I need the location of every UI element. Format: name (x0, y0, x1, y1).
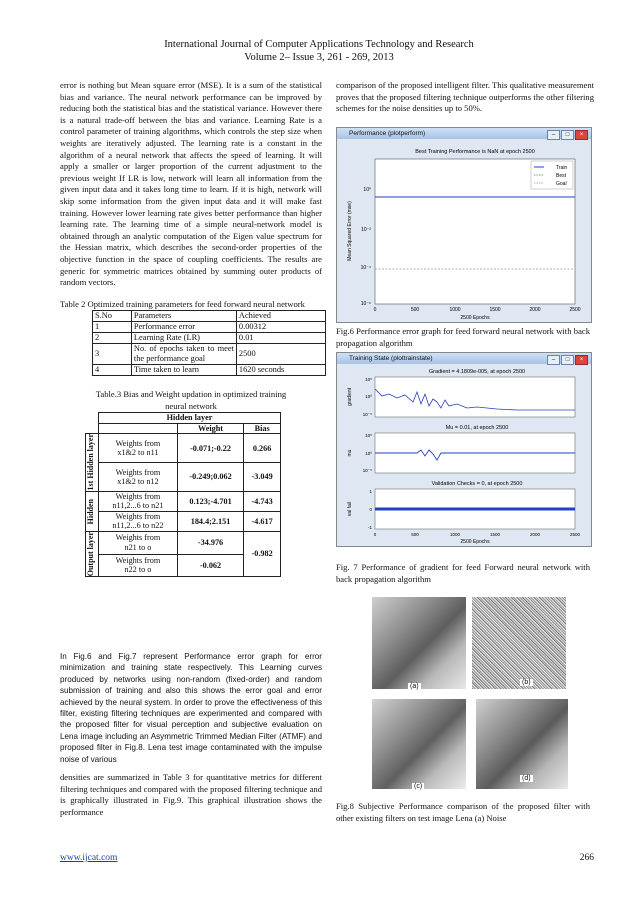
table3-col-weight: Weight (177, 423, 243, 434)
table-header-cell: Achieved (236, 311, 325, 322)
table-cell: Weights from (115, 511, 161, 521)
table-cell: -3.049 (244, 463, 281, 492)
legend-label: Best (556, 173, 567, 179)
table-cell: -4.743 (244, 491, 281, 511)
table-cell: 4 (93, 365, 132, 376)
tick-label: 1500 (489, 307, 501, 313)
axis-label: gradient (347, 387, 353, 407)
table-cell: 0.00312 (236, 322, 325, 333)
table-cell: -0.249;0.062 (177, 463, 243, 492)
table-cell: -0.062 (177, 554, 243, 577)
table-cell: 2 (93, 333, 132, 344)
table-cell: -34.976 (177, 531, 243, 554)
tick-label: 500 (410, 307, 420, 313)
body-paragraph-sans: In Fig.6 and Fig.7 represent Performance error graph for error minimization and training state respectively. This Learning curves produced by networks using non-random (fixed-order) and random submission of training and also this shows the error goal and error achieved by the neural system. In order to prove the effectiveness of this filter, existing filtering techniques are experimented and compared with the proposed filter for visual perception and subjective evaluation on Lena image including an Asymmetric Trimmed Median Filter (ATMF) and proposed filter in Fig.8. Lena test image contaminated with the impulse noise of various (60, 652, 322, 764)
table3-row-group: 1st Hidden layer (86, 434, 95, 491)
tick-label: 10⁵ (365, 377, 372, 382)
tick-label: 2000 (529, 532, 541, 537)
tick-label: 10⁻⁵ (362, 468, 372, 473)
body-paragraph: error is nothing but Mean square error (MSE). It is a sum of the statistical bias and variance. The neural network performance can be improved by reducing both the statistical bias and the statistical variance. However there is a natural trade-off between the bias and variance. Learning Rate is a control parameter of training algorithms, which controls the step size when weights are iteratively adjusted. The learning rate is a constant in the algorithm of a neural network that affects the speed of learning. It will apply a smaller or larger proportion of the current adjustment to the previous weight If LR is low, network will learn all information from the given input data and it takes long time to learn. If it is high, network will skip some information from the given input data and it will make fast training. However lower learning rate gives better performance than higher learning rate. The learning time of a simple neural-network model is obtained through an analytic computation of the Eigen value spectrum for the Hessian matrix, which describes the second-order properties of the objective function in the space of coupling coefficients. The results are generic for symmetric matrices obtained by summing outer products of random vectors. (60, 80, 322, 288)
table3-caption (60, 389, 322, 412)
tick-label: 2500 (569, 307, 581, 313)
image-label: (b) (522, 679, 531, 686)
table-header-cell: Parameters (131, 311, 236, 322)
minimize-icon[interactable]: – (547, 355, 560, 365)
fig6-caption: Fig.6 Performance error graph for feed forward neural network with back propagation algorithm (336, 326, 590, 348)
table-cell: x1&2 to n12 (117, 477, 159, 487)
table-cell: 0.123;-4.701 (177, 491, 243, 511)
table-cell: -0.071;-0.22 (177, 434, 243, 463)
tick-label: 0 (369, 507, 372, 512)
image-label: (c) (414, 783, 423, 790)
tick-label: 1000 (449, 307, 461, 313)
table-cell: 1 (93, 322, 132, 333)
noisy-image (472, 597, 566, 689)
tick-label: 10⁻⁵ (362, 412, 372, 417)
body-paragraph: comparison of the proposed intelligent filter. This qualitative measurement proves that the proposed filtering technique outperforms the other filtering schemes for the noise densities up to 50%. (336, 80, 594, 114)
table-cell: n22 to o (124, 565, 152, 575)
plot-title: Mu = 0.01, at epoch 2500 (445, 425, 509, 431)
tick-label: 2500 (569, 532, 581, 537)
table3-caption-line: Table.3 Bias and Weight updation in optimized training (95, 389, 287, 400)
table-cell: 184.4;2.151 (177, 511, 243, 531)
table3-row-group: Hidden (86, 498, 95, 525)
legend-label: Goal (556, 181, 567, 187)
tick-label: 500 (411, 532, 419, 537)
table3-col-bias: Bias (244, 423, 281, 434)
tick-label: 0 (373, 532, 377, 537)
tick-label: 10⁻⁶ (360, 301, 371, 307)
fig8-images (372, 597, 572, 797)
fig6-window (336, 127, 592, 323)
journal-header (0, 38, 638, 64)
axis-label: 2500 Epochs (460, 315, 490, 321)
table-cell: Weights from (115, 533, 161, 543)
table-cell: Performance error (131, 322, 236, 333)
table-cell: 0.01 (236, 333, 325, 344)
plot-title: Validation Checks = 0, at epoch 2500 (431, 481, 523, 487)
journal-title: International Journal of Computer Applications Technology and Research (164, 39, 474, 50)
window-titlebar (337, 128, 591, 139)
image-label: (d) (522, 775, 531, 782)
fig7-caption: Fig. 7 Performance of gradient for feed Forward neural network with back propagation algorithm (336, 562, 590, 584)
table-cell: Weights from (115, 491, 161, 501)
tick-label: 0 (373, 307, 377, 313)
maximize-icon[interactable]: □ (561, 355, 574, 365)
table-cell: 1620 seconds (236, 365, 325, 376)
table-cell: n11,2...6 to n21 (112, 501, 164, 511)
fig6-plot (337, 139, 591, 322)
table3-group-header: Hidden layer (99, 413, 281, 424)
axis-label: 2500 Epochs (460, 539, 490, 545)
tick-label: 10⁰ (363, 187, 371, 193)
table-cell: 0.266 (244, 434, 281, 463)
window-title: Performance (plotperform) (349, 130, 426, 137)
table-cell: n11,2...6 to n22 (112, 521, 164, 531)
tick-label: 10⁻² (361, 227, 371, 233)
minimize-icon[interactable]: – (547, 130, 560, 140)
table2-caption: Table 2 Optimized training parameters for feed forward neural network (60, 298, 305, 309)
table-cell: n21 to o (124, 542, 152, 552)
table3 (85, 412, 281, 577)
page-number: 266 (579, 853, 594, 863)
tick-label: -1 (367, 525, 372, 530)
table-cell: Weights from (115, 467, 161, 477)
table-cell: Learning Rate (LR) (131, 333, 236, 344)
plot-title: Best Training Performance is NaN at epoch 2500 (415, 149, 535, 155)
lena-image (372, 699, 466, 789)
tick-label: 10⁵ (365, 433, 372, 438)
table2 (92, 310, 326, 376)
window-title: Training State (plottrainstate) (349, 355, 433, 362)
table3-row-group: Output layer (86, 531, 95, 577)
plot-title: Gradient = 4.1809e-005, at epoch 2500 (428, 369, 526, 375)
journal-volume: Volume 2– Issue 3, 261 - 269, 2013 (244, 52, 394, 63)
window-titlebar (337, 353, 591, 364)
tick-label: 1500 (489, 532, 501, 537)
close-icon[interactable]: × (575, 130, 588, 140)
lena-image (372, 597, 466, 689)
tick-label: 1 (369, 489, 372, 494)
axis-label: Mean Squared Error (mse) (347, 201, 353, 261)
table-cell: Weights from (115, 555, 161, 565)
tick-label: 2000 (529, 307, 541, 313)
maximize-icon[interactable]: □ (561, 130, 574, 140)
close-icon[interactable]: × (575, 355, 588, 365)
fig7-window (336, 352, 592, 547)
table-cell: Weights from (115, 438, 161, 448)
tick-label: 10⁰ (365, 451, 372, 456)
tick-label: 1000 (449, 532, 461, 537)
footer-link[interactable]: www.ijcat.com (60, 853, 118, 863)
tick-label: 10⁰ (365, 394, 372, 399)
table-cell: 2500 (236, 344, 325, 365)
table-cell: -4.617 (244, 511, 281, 531)
table-header-cell: S.No (93, 311, 132, 322)
legend-label: Train (556, 165, 568, 171)
table3-caption-line: neural network (165, 400, 217, 411)
axis-label: val fail (347, 501, 353, 517)
axis-label: mu (347, 449, 353, 457)
body-paragraph: densities are summarized in Table 3 for quantitative metrics for different filtering techniques and compared with the proposed filtering technique and is graphically illustrated in Fig.9. This graphical illustration shows the performance (60, 772, 322, 817)
left-column (60, 80, 322, 577)
table-cell: -0.982 (244, 531, 281, 576)
table-cell: Time taken to learn (131, 365, 236, 376)
table-cell: 3 (93, 344, 132, 365)
tick-label: 10⁻⁴ (360, 265, 371, 271)
table-cell: No. of epochs taken to meet the performance goal (131, 344, 236, 365)
table-cell: x1&2 to n11 (117, 448, 159, 458)
image-label: (a) (410, 683, 419, 690)
fig7-plot (337, 364, 591, 546)
fig8-caption: Fig.8 Subjective Performance comparison of the proposed filter with other existing filters on test image Lena (a) Noise (336, 801, 590, 823)
